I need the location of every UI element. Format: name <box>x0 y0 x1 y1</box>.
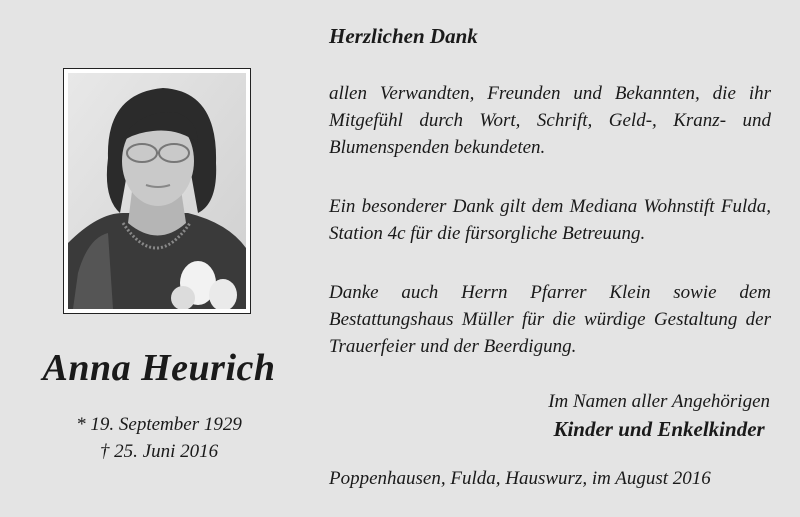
life-dates <box>0 411 318 465</box>
portrait-photo <box>68 73 246 309</box>
portrait-frame <box>63 68 251 314</box>
death-date: † 25. Juni 2016 <box>99 441 219 462</box>
deceased-name: Anna Heurich <box>42 347 276 389</box>
place-and-date: Poppenhausen, Fulda, Hauswurz, im August 2016 <box>329 468 711 489</box>
signoff <box>548 391 770 442</box>
thanks-paragraph-1: allen Verwandten, Freunden und Bekannten, die ihr Mitgefühl durch Wort, Schrift, Geld-, Kranz- und Blumenspenden bekundeten. <box>329 83 771 158</box>
signoff-line-2: Kinder und Enkelkinder <box>553 417 765 441</box>
thanks-paragraph-3: Danke auch Herrn Pfarrer Klein sowie dem Bestattungshaus Müller für die würdige Gestaltung der Trauerfeier und der Beerdigung. <box>329 282 771 357</box>
thanks-heading: Herzlichen Dank <box>329 24 478 48</box>
birth-date: * 19. September 1929 <box>76 414 242 435</box>
signoff-line-1: Im Namen aller Angehörigen <box>548 391 770 412</box>
thanks-paragraph-2: Ein besonderer Dank gilt dem Mediana Wohnstift Fulda, Station 4c für die fürsorgliche Betreuung. <box>329 196 771 244</box>
